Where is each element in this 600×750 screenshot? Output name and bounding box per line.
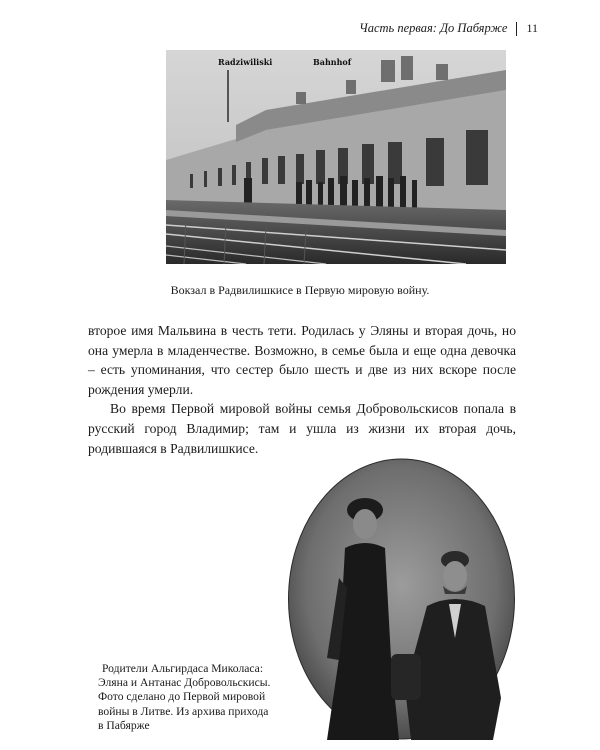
- page-number: 11: [526, 21, 538, 35]
- portrait-caption-line-4: войны в Литве. Из архива прихода: [98, 704, 269, 718]
- portrait-caption-line-3: Фото сделано до Первой мировой: [98, 690, 266, 704]
- sign-left-label: Radziwiliski: [218, 57, 273, 67]
- station-photo: [166, 50, 506, 264]
- portrait-photo: [287, 458, 516, 740]
- running-head-part-title: Часть первая: До Пабярже: [359, 21, 508, 35]
- body-text: [88, 321, 516, 458]
- portrait-caption-line-1: Родители Альгирдаса Миколаса:: [102, 662, 264, 675]
- portrait-caption-line-2: Эляна и Антанас Добровольскисы.: [98, 676, 271, 690]
- running-head-divider: [516, 22, 517, 36]
- paragraph-1: второе имя Мальвина в честь тети. Родилась у Эляны и вторая дочь, но она умерла в младенчестве. Возможно, в семье была и еще одна девочка – есть упоминания, что сестер было шесть и две из них вскоре после рождения умерли.: [88, 323, 516, 397]
- portrait-caption-line-5: в Пабярже: [98, 718, 150, 732]
- sign-right-label: Bahnhof: [313, 57, 352, 67]
- portrait-caption: [98, 662, 283, 733]
- station-photo-caption: Вокзал в Радвилишкисе в Первую мировую войну.: [170, 283, 430, 297]
- paragraph-2: Во время Первой мировой войны семья Добровольскисов попала в русский город Владимир; там и ушла из жизни их вторая дочь, родившаяся в Радвилишкисе.: [88, 401, 516, 456]
- running-head: [359, 21, 538, 36]
